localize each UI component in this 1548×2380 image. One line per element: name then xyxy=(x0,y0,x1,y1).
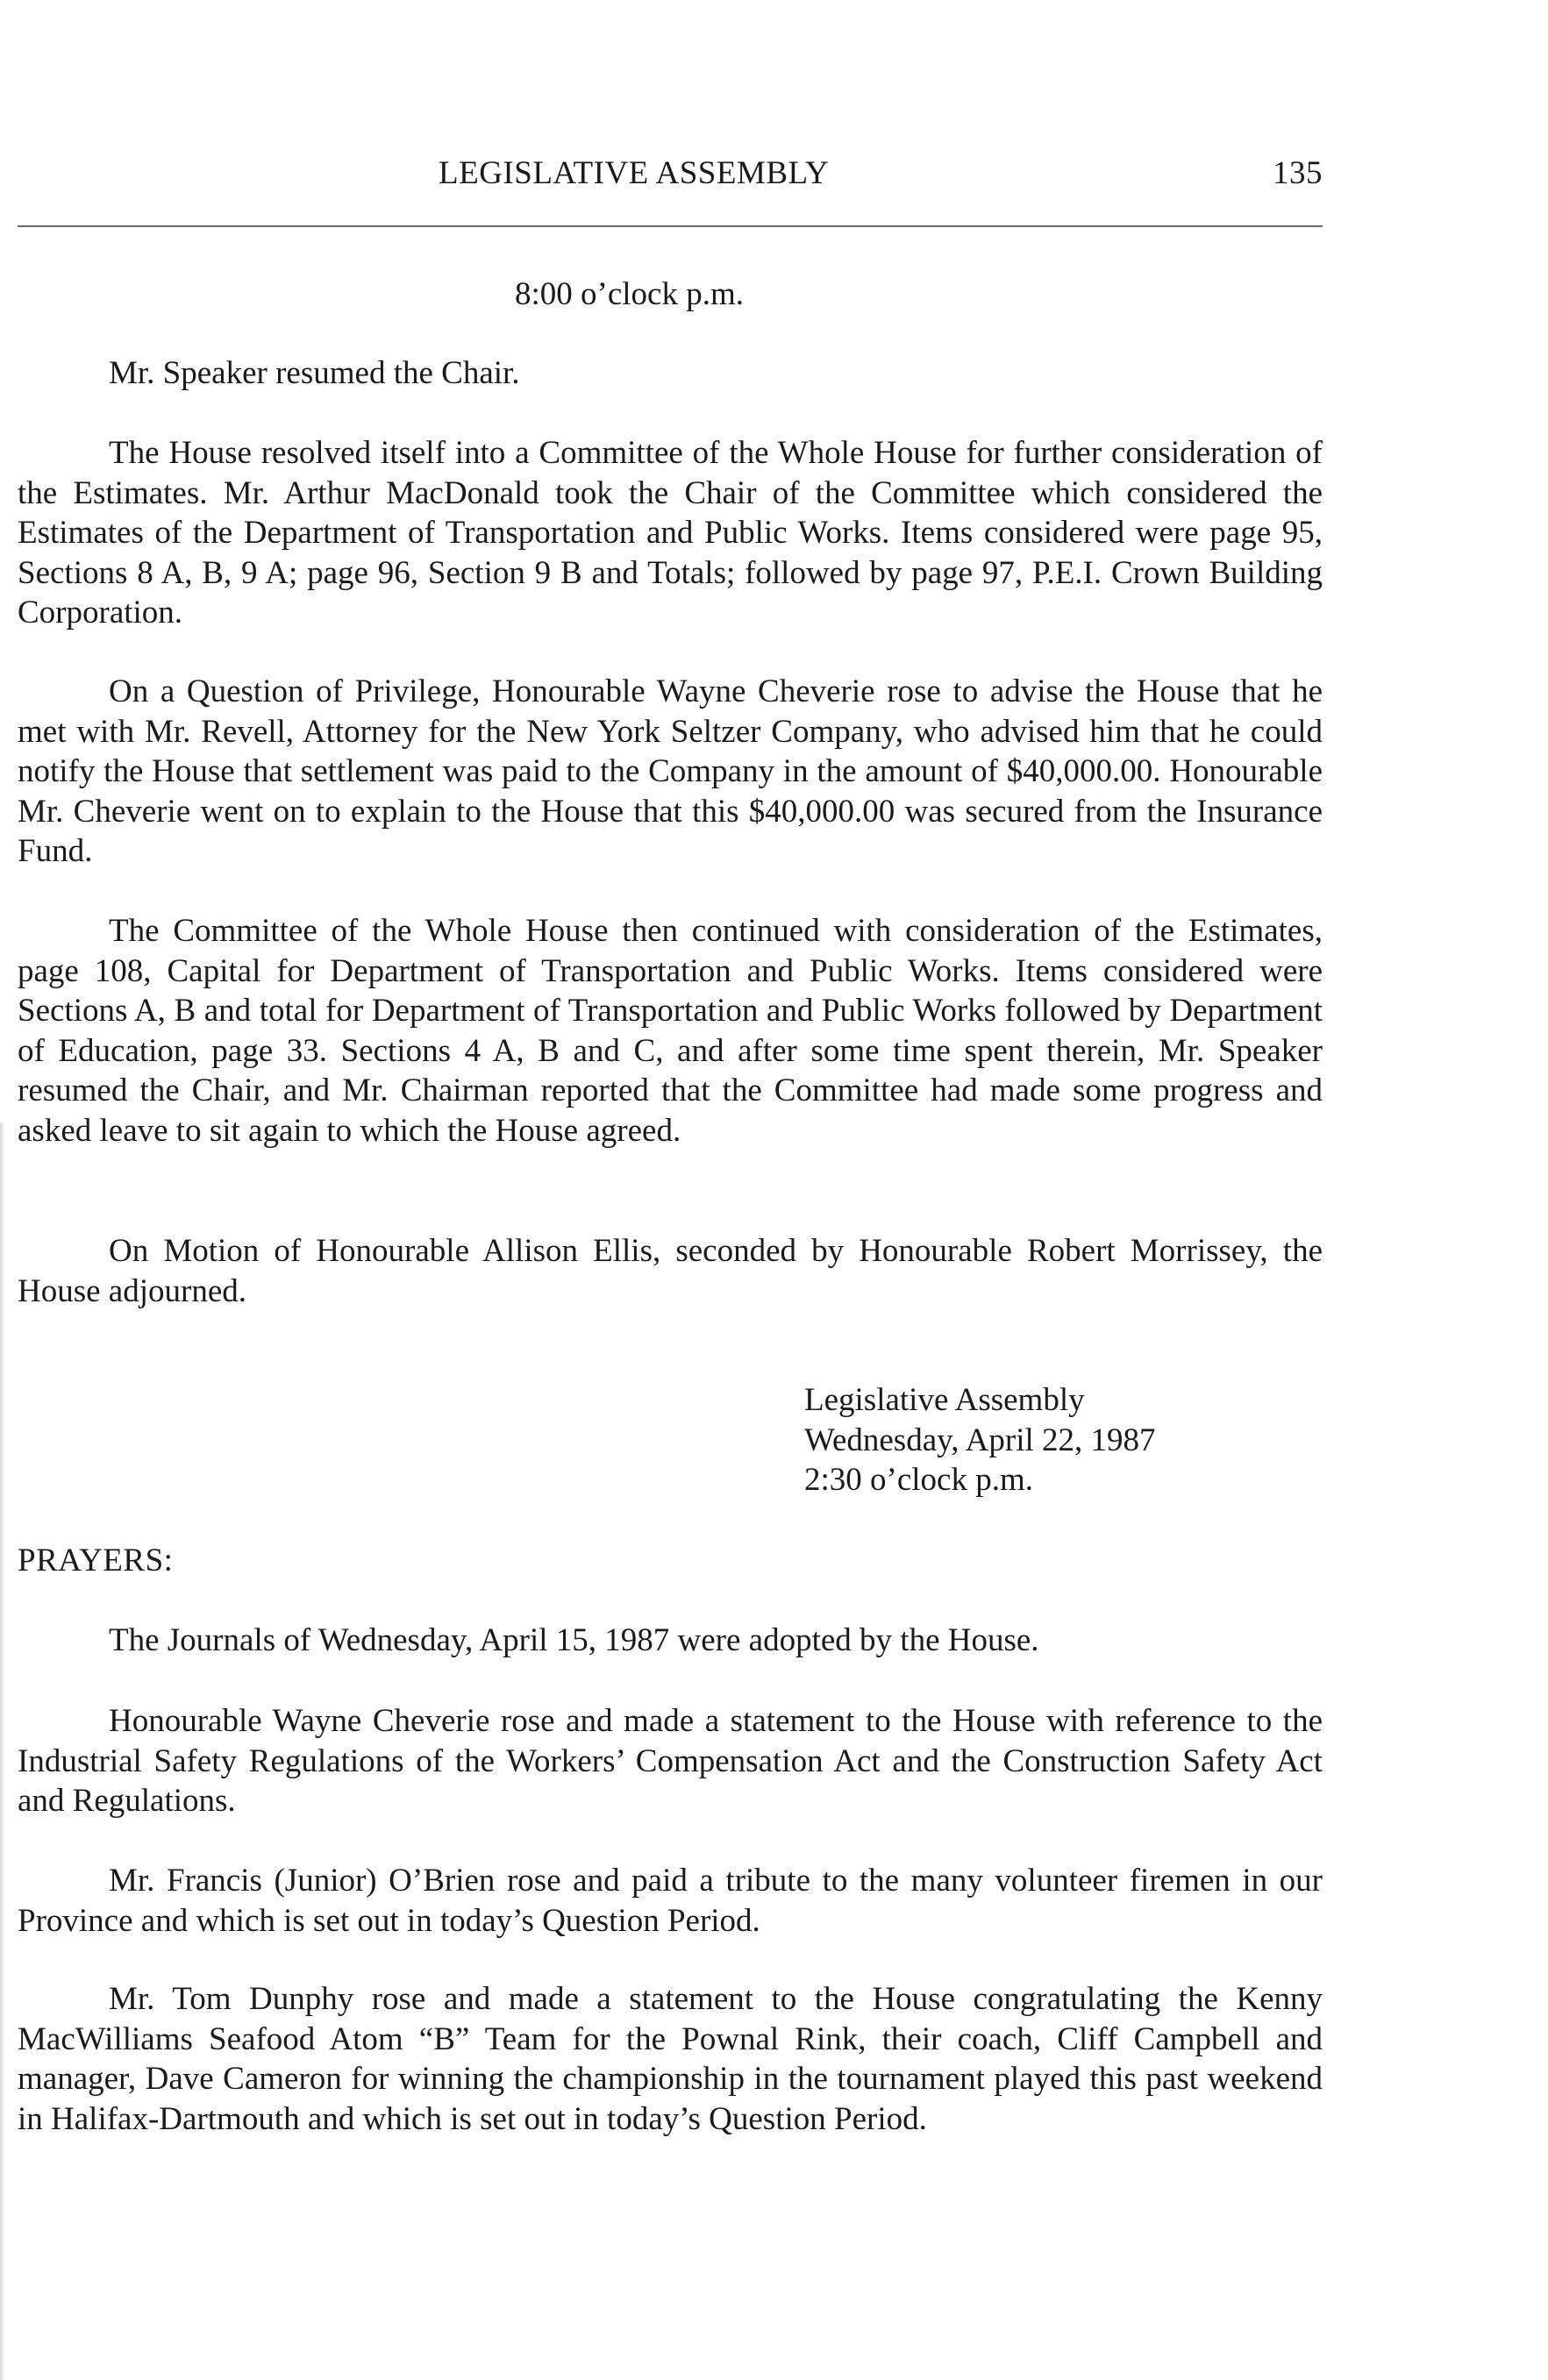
page-gutter-shadow xyxy=(0,1122,5,2380)
speaker-resumed-line: Mr. Speaker resumed the Chair. xyxy=(109,355,520,391)
sitting-date: Wednesday, April 22, 1987 xyxy=(804,1422,1156,1458)
paragraph-adjourned: On Motion of Honourable Allison Ellis, seconded by Honourable Robert Morrissey, the House adjourned. xyxy=(18,1233,1323,1309)
running-title: LEGISLATIVE ASSEMBLY xyxy=(439,155,830,191)
time-heading: 8:00 o’clock p.m. xyxy=(515,276,745,312)
paragraph-continued: The Committee of the Whole House then continued with consideration of the Estimates, page 108, Capital for Department of Transportation and Public Works. Items considered were Sections A, B and total for Department of Transportation and Public Works followed by Department of Education, page 33. Sections 4 A, B and C, and after some time spent therein, Mr. Speaker resumed the Chair, and Mr. Chairman reported that the Committee had made some progress and asked leave to sit again to which the House agreed. xyxy=(18,913,1323,1149)
paragraph-committee: The House resolved itself into a Committee of the Whole House for further consideration of the Estimates. Mr. Arthur MacDonald took the Chair of the Committee which considered the Estimates of the Department of Transportation and Public Works. Items considered were page 95, Sections 8 A, B, 9 A; page 96, Section 9 B and Totals; followed by page 97, P.E.I. Crown Building Corporation. xyxy=(18,435,1323,631)
paragraph-privilege: On a Question of Privilege, Honourable Wayne Cheverie rose to advise the House that he met with Mr. Revell, Attorney for the New York Seltzer Company, who advised him that he could notify the House that settlement was paid to the Company in the amount of $40,000.00. Honourable Mr. Cheverie went on to explain to the House that this $40,000.00 was secured from the Insurance Fund. xyxy=(18,673,1323,869)
page-number: 135 xyxy=(1273,155,1323,191)
sitting-assembly: Legislative Assembly xyxy=(804,1382,1085,1418)
paragraph-dunphy: Mr. Tom Dunphy rose and made a statement to the House congratulating the Kenny MacWilliams Seafood Atom “B” Team for the Pownal Rink, their coach, Cliff Campbell and manager, Dave Cameron for winning the championship in the tournament played this past weekend in Halifax-Dartmouth and which is set out in today’s Question Period. xyxy=(18,1981,1323,2137)
paragraph-safety: Honourable Wayne Cheverie rose and made a statement to the House with reference to the Industrial Safety Regulations of the Workers’ Compensation Act and the Construction Safety Act and Regulations. xyxy=(18,1703,1323,1819)
sitting-time: 2:30 o’clock p.m. xyxy=(804,1462,1034,1498)
sitting-heading xyxy=(804,1380,1156,1500)
paragraph-journals: The Journals of Wednesday, April 15, 1987 were adopted by the House. xyxy=(109,1622,1039,1658)
page-header xyxy=(18,154,1323,196)
prayers-label: PRAYERS: xyxy=(18,1543,174,1578)
header-rule xyxy=(18,225,1323,227)
paragraph-firemen: Mr. Francis (Junior) O’Brien rose and paid a tribute to the many volunteer firemen in our Province and which is set out in today’s Question Period. xyxy=(18,1863,1323,1939)
